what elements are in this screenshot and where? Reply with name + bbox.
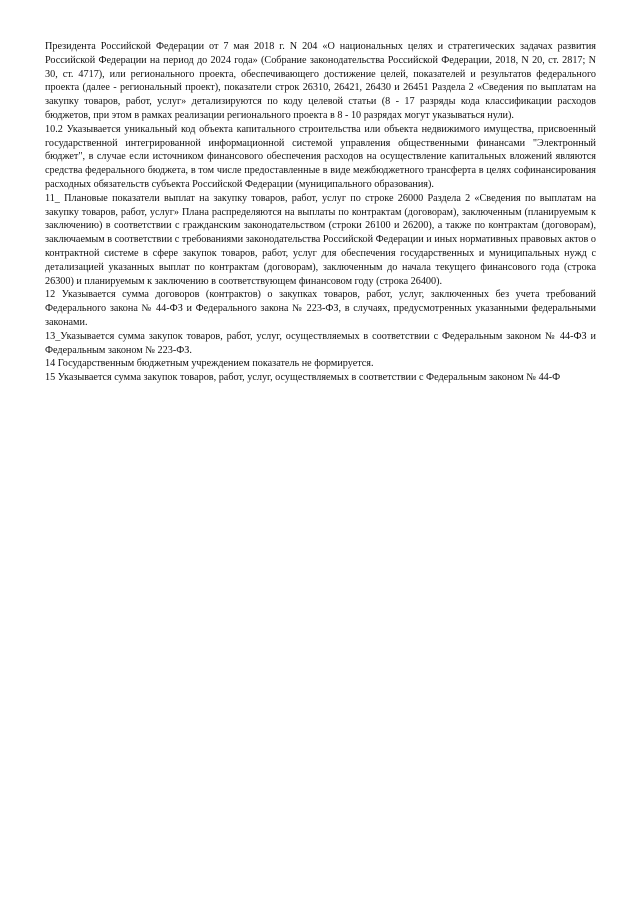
footnote-10-2: 10.2 Указывается уникальный код объекта капитального строительства или объекта недвижимого имущества, присвоенный государственной интегрированной информационной системой управления общественными финансами "Электронный бюджет", в случае если источником финансового обеспечения расходов на осуществление капитальных вложений являются средства федерального бюджета, в том числе предоставленные в виде межбюджетного трансферта в целях софинансирования расходных обязательств субъекта Российской Федерации (муниципального образования). [45, 123, 596, 190]
footnote-15: 15 Указывается сумма закупок товаров, работ, услуг, осуществляемых в соответствии с Федеральным законом № 44-Ф [45, 372, 561, 384]
document-page [45, 40, 596, 385]
paragraph-continuation: Президента Российской Федерации от 7 мая 2018 г. N 204 «О национальных целях и стратегических задачах развития Российской Федерации на период до 2024 года» (Собрание законодательства Российской Федерации, 2018, N 20, ст. 2817; N 30, ст. 4717), или регионального проекта, обеспечивающего достижение целей, показателей и результатов федерального проекта (далее - региональный проект), показатели строк 26310, 26421, 26430 и 26451 Раздела 2 «Сведения по выплатам на закупку товаров, работ, услуг» детализируются по коду целевой статьи (8 - 17 разряды кода классификации расходов бюджетов, при этом в рамках реализации регионального проекта в 8 - 10 разрядах могут указываться нули). [45, 41, 596, 121]
footnote-12: 12 Указывается сумма договоров (контрактов) о закупках товаров, работ, услуг, заключенных без учета требований Федерального закона № 44-ФЗ и Федерального закона № 223-ФЗ, в случаях, предусмотренных указанными федеральными законами. [45, 289, 596, 328]
footnote-11: 11_ Плановые показатели выплат на закупку товаров, работ, услуг по строке 26000 Раздела 2 «Сведения по выплатам на закупку товаров, работ, услуг» Плана распределяются на выплаты по контрактам (договорам), заключенным (планируемым к заключению) в соответствии с гражданским законодательством (строки 26100 и 26200), а также по контрактам (договорам), заключаемым в соответствии с требованиями законодательства Российской Федерации и иных нормативных правовых актов о контрактной системе в сфере закупок товаров, работ, услуг для обеспечения государственных и муниципальных нужд с детализацией указанных выплат по контрактам (договорам), заключенным до начала текущего финансового года (строка 26300) и планируемым к заключению в соответствующем финансовом году (строка 26400). [45, 192, 596, 287]
footnote-13: 13_Указывается сумма закупок товаров, работ, услуг, осуществляемых в соответствии с Федеральным законом № 44-ФЗ и Федеральным законом № 223-ФЗ. [45, 330, 596, 356]
footnote-14: 14 Государственным бюджетным учреждением показатель не формируется. [45, 358, 374, 370]
